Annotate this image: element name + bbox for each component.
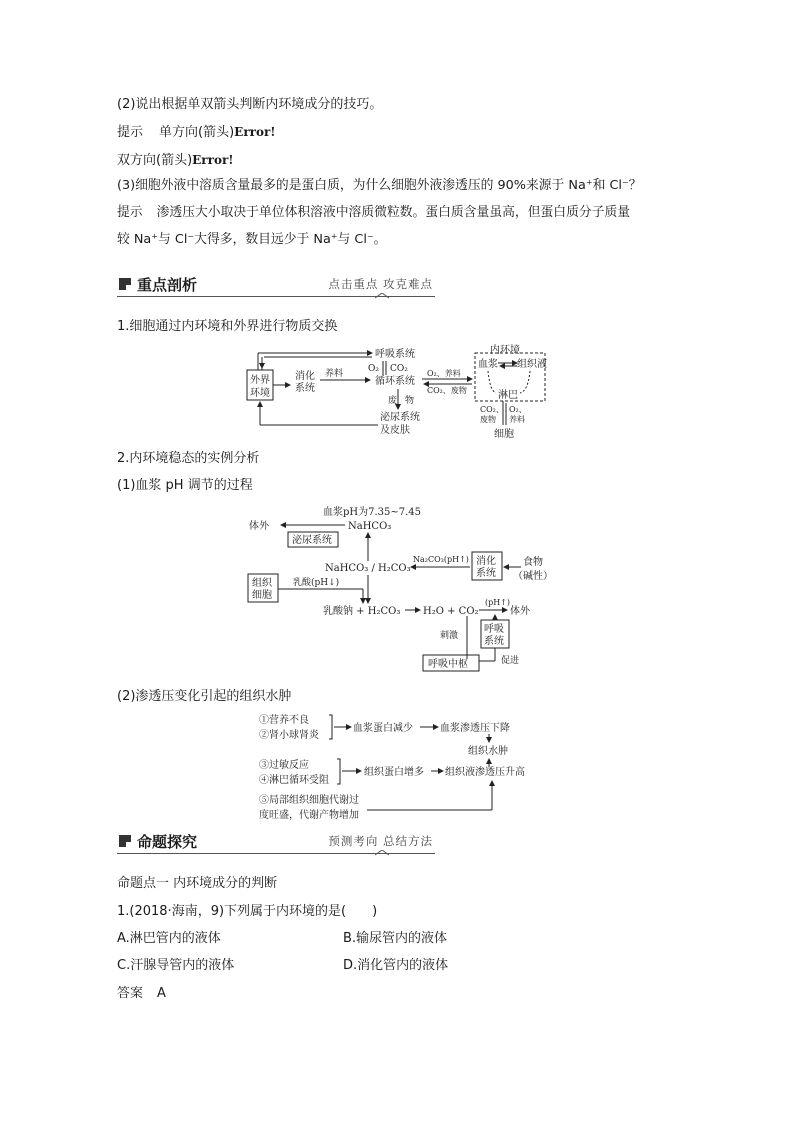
ph-range: 血浆pH为7.35~7.45: [323, 507, 422, 518]
error-text: Error!: [192, 153, 234, 167]
resp-1: 呼吸: [484, 624, 504, 635]
resp-system: 呼吸系统: [375, 349, 415, 360]
tip-2-line-2: 较 Na⁺与 Cl⁻大得多，数目远少于 Na⁺与 Cl⁻。: [117, 232, 387, 247]
reaction-right: H₂O + CO₂: [423, 606, 479, 617]
tip-text: 渗透压大小取决于单位体积溶液中溶质微粒数。蛋白质含量虽高，但蛋白质分子质量: [156, 205, 631, 220]
na2co3-label: Na₂CO₃(pH↑): [413, 555, 469, 564]
option-c: C.汗腺导管内的液体: [117, 958, 235, 973]
section-square-icon: [119, 278, 131, 290]
digest-label-2: 系统: [295, 383, 315, 394]
section-notch-icon: [375, 850, 389, 856]
resp-center: 呼吸中枢: [428, 659, 468, 670]
point-1: [117, 318, 337, 336]
edema-diagram: [255, 711, 545, 827]
section-header-key-analysis: [117, 273, 435, 299]
tissue-cell-2: 细胞: [252, 590, 272, 601]
question-1: 1.(2018·海南，9)下列属于内环境的是( ): [117, 904, 378, 919]
point-1-text: 1.细胞通过内环境和外界进行物质交换: [117, 319, 338, 334]
tip-text: 双方向(箭头): [117, 153, 193, 168]
waste-label-1: 废: [388, 396, 398, 406]
tip-2-line-1: [117, 204, 630, 222]
sub-1: (1)血浆 pH 调节的过程: [117, 478, 253, 493]
buffer-pair: NaHCO₃ / H₂CO₃: [325, 563, 411, 574]
cause-1: ①营养不良: [259, 715, 309, 726]
cause-2: ②肾小球肾炎: [259, 730, 319, 741]
cell-o2: O₂、: [509, 405, 527, 414]
food-1: 食物: [523, 557, 543, 568]
o2-label: O₂: [368, 364, 379, 374]
tip-1-line-2: [117, 151, 234, 170]
section-title: 重点剖析: [137, 276, 198, 294]
cell-label: 细胞: [494, 429, 514, 440]
section-notch-icon: [375, 293, 389, 299]
o2-nutrient: O₂、养料: [427, 369, 461, 378]
tip-label: 提示: [117, 125, 144, 140]
section-title: 命题探究: [137, 833, 198, 851]
cause-5b: 度旺盛，代谢产物增加: [259, 810, 359, 821]
section-subtitle: 点击重点 攻克难点: [328, 277, 433, 291]
point-2: 2.内环境稳态的实例分析: [117, 451, 260, 466]
question-3: (3)细胞外液中溶质含量最多的是蛋白质，为什么细胞外液渗透压的 90%来源于 Na⁺和 Cl⁻？: [117, 178, 642, 193]
digest-1: 消化: [476, 556, 496, 567]
topic-heading: 命题点一 内环境成分的判断: [117, 876, 278, 891]
food-2: （碱性）: [513, 571, 553, 582]
question-2: (2)说出根据单双箭头判断内环境成分的技巧。: [117, 97, 383, 112]
result-2: 血浆渗透压下降: [440, 723, 510, 734]
tip-1-line-1: [117, 123, 276, 142]
tissue-cell-1: 组织: [252, 578, 272, 589]
section-square-icon: [119, 835, 131, 847]
reaction-left: 乳酸钠 + H₂CO₃: [323, 606, 401, 617]
circ-system: 循环系统: [375, 376, 415, 387]
promote-label: 促进: [501, 656, 520, 666]
co2-waste: CO₂、废物: [427, 386, 467, 395]
cell-co2: CO₂、: [480, 405, 504, 414]
cell-nutrient: 养料: [509, 415, 525, 424]
body-out-left: 体外: [249, 521, 269, 532]
section-header-exploration: [117, 830, 435, 856]
result-3: 组织蛋白增多: [364, 767, 424, 778]
outer-env-label-2: 环境: [250, 388, 270, 399]
exchange-diagram: [240, 343, 552, 443]
edema-label: 组织水肿: [468, 746, 508, 757]
cause-3: ③过敏反应: [259, 760, 309, 771]
answer-line: [117, 985, 166, 1003]
digest-label-1: 消化: [295, 371, 315, 382]
result-1: 血浆蛋白减少: [353, 723, 413, 734]
urinary-2: 及皮肤: [380, 425, 410, 436]
cause-5a: ⑤局部组织细胞代谢过: [259, 795, 359, 806]
nahco3-top: NaHCO₃: [348, 521, 392, 532]
tissue-label: 组织液: [517, 359, 547, 370]
urinary-1: 泌尿系统: [380, 412, 420, 423]
sub-2: (2)渗透压变化引起的组织水肿: [117, 689, 292, 704]
error-text: Error!: [234, 125, 276, 139]
outer-env-label-1: 外界: [250, 375, 270, 386]
urinary-label: 泌尿系统: [292, 535, 332, 546]
ph-regulation-diagram: [245, 503, 565, 678]
co2-label: CO₂: [390, 364, 408, 374]
tip-label: 提示: [117, 205, 143, 220]
answer-label: 答案: [117, 986, 144, 1001]
cause-4: ④淋巴循环受阻: [259, 775, 329, 786]
ph-up-label: (pH↑): [485, 598, 511, 607]
nutrient-label: 养料: [325, 369, 344, 379]
option-d: D.消化管内的液体: [343, 958, 449, 973]
section-subtitle: 预测考向 总结方法: [328, 834, 433, 848]
digest-2: 系统: [476, 568, 496, 579]
lactic-label: 乳酸(pH↓): [293, 578, 340, 588]
waste-label-2: 物: [405, 396, 415, 406]
answer-value: A: [157, 986, 166, 1001]
lymph-label: 淋巴: [498, 390, 518, 401]
option-b: B.输尿管内的液体: [343, 931, 448, 946]
option-a: A.淋巴管内的液体: [117, 931, 221, 946]
resp-2: 系统: [484, 636, 504, 647]
tip-text: 单方向(箭头): [159, 125, 235, 140]
plasma-label: 血浆: [478, 359, 498, 370]
inner-env-label: 内环境: [490, 345, 520, 356]
stimulate-label: 刺激: [440, 631, 459, 641]
body-out-right: 体外: [510, 606, 530, 617]
result-4: 组织液渗透压升高: [445, 767, 525, 778]
cell-waste: 废物: [480, 415, 496, 424]
